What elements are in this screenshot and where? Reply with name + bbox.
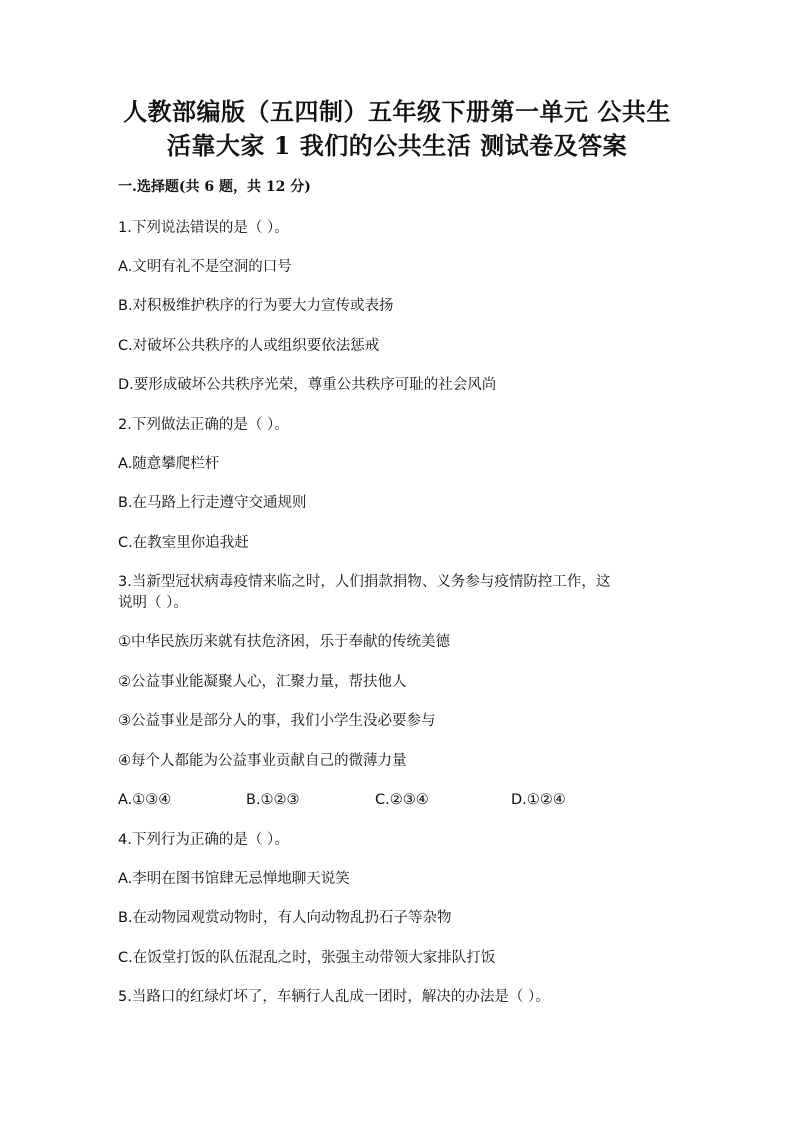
question-2-option-c: C.在教室里你追我赶	[118, 535, 249, 551]
question-3-statement-3: ③公益事业是部分人的事，我们小学生没必要参与	[118, 713, 436, 729]
document-title-line-2: 活靠大家 1 我们的公共生活 测试卷及答案	[166, 131, 628, 160]
question-2-option-a: A.随意攀爬栏杆	[118, 456, 220, 472]
question-4-option-c: C.在饭堂打饭的队伍混乱之时，张强主动带领大家排队打饭	[118, 950, 496, 966]
question-1-option-a: A.文明有礼不是空洞的口号	[118, 259, 292, 275]
question-1-stem: 1.下列说法错误的是（ ）。	[118, 220, 289, 236]
section-heading: 一.选择题(共 6 题，共 12 分)	[118, 179, 311, 195]
question-1-option-d: D.要形成破坏公共秩序光荣，尊重公共秩序可耻的社会风尚	[118, 377, 497, 393]
question-3-option-b: B.①②③	[246, 792, 300, 808]
question-3-option-d: D.①②④	[511, 792, 566, 808]
question-3-option-a: A.①③④	[118, 792, 172, 808]
question-2-option-b: B.在马路上行走遵守交通规则	[118, 495, 307, 511]
question-1-option-c: C.对破坏公共秩序的人或组织要依法惩戒	[118, 338, 380, 354]
question-2-stem: 2.下列做法正确的是（ ）。	[118, 417, 289, 433]
question-4-stem: 4.下列行为正确的是（ ）。	[118, 832, 289, 848]
question-4-option-a: A.李明在图书馆肆无忌惮地聊天说笑	[118, 871, 350, 887]
question-3-option-c: C.②③④	[375, 792, 429, 808]
document-title-line-1: 人教部编版（五四制）五年级下册第一单元 公共生	[123, 97, 671, 126]
question-3-statement-2: ②公益事业能凝聚人心，汇聚力量，帮扶他人	[118, 674, 407, 690]
question-3-stem-line-1: 3.当新型冠状病毒疫情来临之时，人们捐款捐物、义务参与疫情防控工作，这	[118, 574, 611, 590]
question-5-stem: 5.当路口的红绿灯坏了，车辆行人乱成一团时，解决的办法是（ ）。	[118, 989, 550, 1005]
question-4-option-b: B.在动物园观赏动物时，有人向动物乱扔石子等杂物	[118, 910, 452, 926]
question-1-option-b: B.对积极维护秩序的行为要大力宣传或表扬	[118, 298, 394, 314]
question-3-statement-1: ①中华民族历来就有扶危济困，乐于奉献的传统美德	[118, 634, 450, 650]
question-3-statement-4: ④每个人都能为公益事业贡献自己的微薄力量	[118, 753, 407, 769]
question-3-stem-line-2: 说明（ ）。	[118, 595, 188, 611]
